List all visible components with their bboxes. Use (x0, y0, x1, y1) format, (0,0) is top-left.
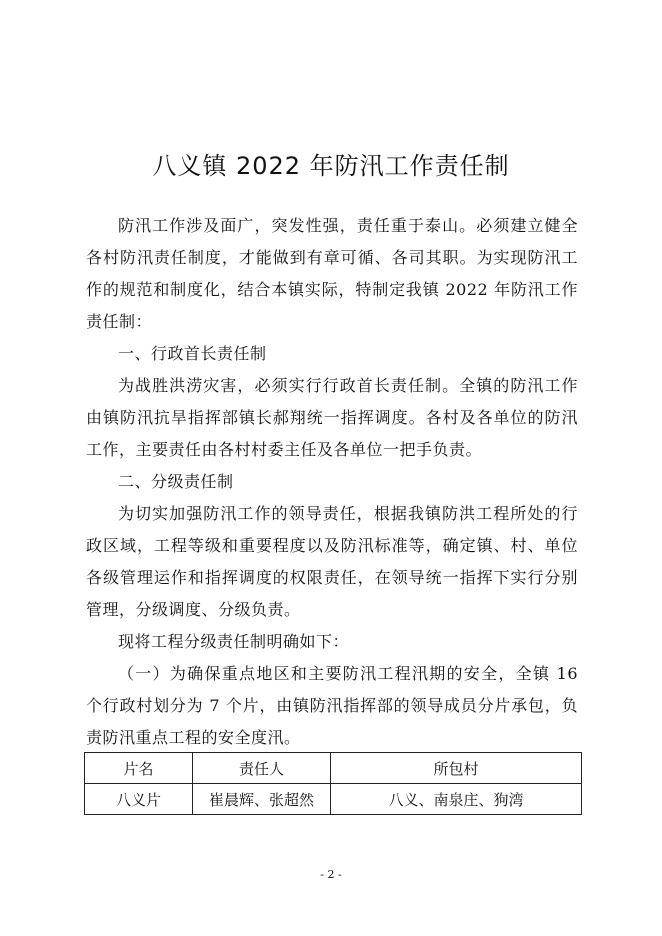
section-1-paragraph: 为战胜洪涝灾害，必须实行行政首长责任制。全镇的防汛工作由镇防汛抗旱指挥部镇长郝翔统一指挥调度。各村及各单位的防汛工作，主要责任由各村村委主任及各单位一把手负责。 (86, 376, 578, 459)
header-person: 责任人 (193, 753, 331, 784)
section-2-paragraph: 为切实加强防汛工作的领导责任，根据我镇防洪工程所处的行政区域，工程等级和重要程度以及防汛标准等，确定镇、村、单位各级管理运作和指挥调度的权限责任，在领导统一指挥下实行分别管理，分级调度、分级负责。 (86, 504, 578, 619)
section-heading-1: 一、行政首长责任制 (118, 344, 267, 363)
document-title: 八义镇 2022 年防汛工作责任制 (152, 152, 510, 180)
cell-villages: 八义、南泉庄、狗湾 (331, 784, 582, 815)
cell-person: 崔晨辉、张超然 (193, 784, 331, 815)
document-body (86, 210, 578, 754)
responsibility-table (84, 752, 582, 815)
page-number: - 2 - (320, 868, 342, 881)
section-2-lead: 现将工程分级责任制明确如下： (118, 632, 350, 651)
table-row (85, 784, 582, 815)
table-header-row (85, 753, 582, 784)
header-area: 片名 (85, 753, 193, 784)
section-2-item-1: （一）为确保重点地区和主要防汛工程汛期的安全，全镇 16 个行政村划分为 7 个片，由镇防汛指挥部的领导成员分片承包，负责防汛重点工程的安全度汛。 (86, 664, 578, 747)
cell-area: 八义片 (85, 784, 193, 815)
section-heading-2: 二、分级责任制 (118, 472, 234, 491)
intro-paragraph: 防汛工作涉及面广，突发性强，责任重于泰山。必须建立健全各村防汛责任制度，才能做到有章可循、各司其职。为实现防汛工作的规范和制度化，结合本镇实际，特制定我镇 2022 年防汛工作责任制： (86, 216, 578, 331)
header-villages: 所包村 (331, 753, 582, 784)
